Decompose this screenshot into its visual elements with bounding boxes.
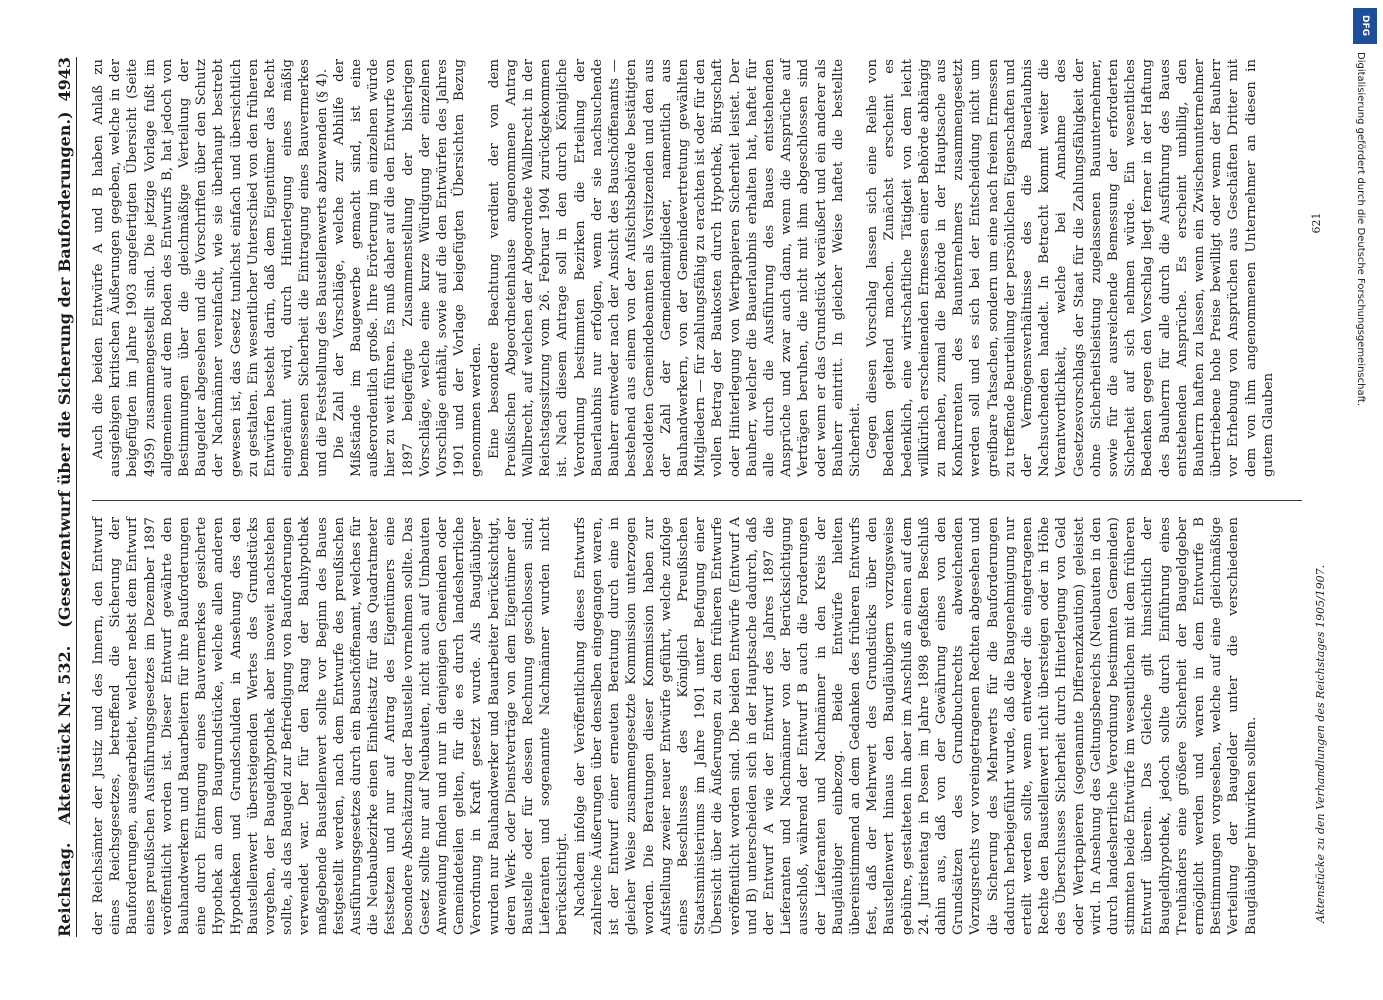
document-page: [28, 33, 1368, 963]
digitization-credit: [1349, 0, 1383, 1000]
dfg-logo: DFG: [1353, 8, 1377, 44]
credit-text: Digitalisierung gefördert durch die Deutsche Forschungsgemeinschaft.: [1355, 52, 1366, 407]
right-paragraph-3: Eine besondere Beachtung verdient der von dem Preußischen Abgeordnetenhause angenommene Antrag Wallbrecht, auf welchen der Abgeordnete Wallbrecht in der Reichstagssitzung vom 26. Februar 1904 zurückgekommen ist. Nach diesem Antrage soll in den durch Königliche Verordnung bestimmten Bezirken die Erteilung der Bauerlaubnis nur erfolgen, wenn der sie nachsuchende Bauherr entweder nach der Ansicht des Bauschöffenamts — bestehend aus einem von der Aufsichtsbehörde bestätigten besoldeten Gemeindebeamten als Vorsitzenden und den aus der Zahl der Gemeindemitglieder, namentlich aus Bauhandwerkern, von der Gemeindevertretung gewählten Mitgliedern — für zahlungsfähig zu erachten ist oder für den vollen Betrag der Baukosten durch Hypothek, Bürgschaft oder Hinterlegung von Wertpapieren Sicherheit leistet. Der Bauherr, welcher die Bauerlaubnis erhalten hat, haftet für alle durch die Ausführung des Baues entstehenden Ansprüche und zwar auch dann, wenn die Ansprüche auf Verträgen beruhen, die nicht mit ihm abgeschlossen sind oder wenn er das Grundstück veräußert und ein anderer als Bauherr eintritt. In gleicher Weise haftet die bestellte Sicherheit.: [486, 59, 863, 477]
right-paragraph-4: Gegen diesen Vorschlag lassen sich eine Reihe von Bedenken geltend machen. Zunächst erscheint es bedenklich, eine wirtschaftliche Tätigkeit von dem leicht willkürlich erscheinenden Ermessen einer Behörde abhängig zu machen, zumal die Behörde in der Hauptsache aus Konkurrenten des Baunternehmers zusammengesetzt werden soll und es sich bei der Entscheidung nicht um greifbare Tatsachen, sondern um eine nach freiem Ermessen zu treffende Beurteilung der persönlichen Eigenschaften und der Vermögensverhältnisse des die Bauerlaubnis Nachsuchenden handelt. In Betracht kommt weiter die Verantwortlichkeit, welche bei Annahme des Gesetzesvorschlags der Staat für die Zahlungsfähigkeit der ohne Sicherheitsleistung zugelassenen Bauunternehmer, sowie für die ausreichende Bemessung der erforderten Sicherheit auf sich nehmen würde. Ein wesentliches Bedenken gegen den Vorschlag liegt ferner in der Haftung des Bauherrn für alle durch die Ausführung des Baues entstehenden Ansprüche. Es erscheint unbillig, den Bauherrn haften zu lassen, wenn ein Zwischenunternehmer übertriebene hohe Preise bewilligt oder wenn der Bauherr vor Erhebung von Ansprüchen aus Geschäften Dritter mit dem von ihm angenommenen Unternehmer an diesen in gutem Glauben: [865, 59, 1276, 477]
column-divider: [92, 500, 1302, 501]
header-center-title: Aktenstück Nr. 532.: [55, 645, 74, 825]
left-paragraph-2: Nachdem infolge der Veröffentlichung dieses Entwurfs zahlreiche Äußerungen über denselben eingegangen waren, ist der Entwurf einer erneuten Beratung durch eine in gleicher Weise zusammengesetzte Kommission unterzogen worden. Die Beratungen dieser Kommission haben zur Aufstellung zweier neuer Entwürfe geführt, welche zufolge eines Beschlusses des Königlich Preußischen Staatsministeriums im Jahre 1901 unter Befugung einer Übersicht über die Äußerungen zu dem früheren Entwurfe veröffentlicht worden sind. Die beiden Entwürfe (Entwurf A und B) unterscheiden sich in der Hauptsache dadurch, daß der Entwurf A wie der Entwurf des Jahres 1897 die Lieferanten und Nachmänner von der Berücksichtigung ausschloß, während der Entwurf B auch die Forderungen der Lieferanten und Nachmänner in den Kreis der Baugläubiger einbezog. Beide Entwürfe hielten übereinstimmend an dem Gedanken des früheren Entwurfs fest, daß der Mehrwert des Grundstücks über den Baustellenwert hinaus den Baugläubigern vorzugsweise gebühre, gestalteten ihn aber im Anschluß an einen auf dem 24. Juristentag in Posen im Jahre 1898 gefaßten Beschluß dahin aus, daß von der Gewährung eines von den Grundsätzen des Grundbuchrechts abweichenden Vorzugsrechts vor voreingetragenen Rechten abgesehen und die Sicherung des Mehrwerts für die Bauforderungen dadurch herbeigeführt wurde, daß die Baugenehmigung nur erteilt werden sollte, wenn entweder die eingetragenen Rechte den Baustellenwert nicht übersteigen oder in Höhe des Überschusses Sicherheit durch Hinterlegung von Geld oder Wertpapieren (sogenannte Differenzkaution) geleistet wird. In Ansehung des Geltungsbereichs (Neubauten in den durch landesherrliche Verordnung bestimmten Gemeinden) stimmten beide Entwürfe im wesentlichen mit dem früheren Entwurf überein. Das Gleiche gilt hinsichtlich der Baugeldhypothek, jedoch sollte durch Einführung eines Treuhänders eine größere Sicherheit der Baugeldgeber ermöglicht werden und waren in dem Entwurfe B Bestimmungen vorgesehen, welche auf eine gleichmäßige Verteilung der Baugelder unter die verschiedenen Baugläubiger hinwirken sollten.: [572, 517, 1259, 935]
left-column: [90, 517, 1260, 935]
left-paragraph-1: der Reichsämter der Justiz und des Innern, den Entwurf eines Reichsgesetzes, betreffend die Sicherung der Bauforderungen, ausgearbeitet, welcher nebst dem Entwurf eines preußischen Ausführungsgesetzes im Dezember 1897 veröffentlicht worden ist. Dieser Entwurf gewährte den Bauhandwerkern und Bauarbeitern für ihre Bauforderungen eine durch Eintragung eines Bauvermerkes gesicherte Hypothek an dem Baugrundstücke, welche allen anderen Hypotheken und Grundschulden in Ansehung des den Baustellenwert übersteigenden Wertes des Grundstücks vorgehen, der Baugeldhypothek aber insoweit nachstehen sollte, als das Baugeld zur Befriedigung von Bauforderungen verwendet war. Der für den Rang der Bauhypothek maßgebende Baustellenwert sollte vor Beginn des Baues festgestellt werden, nach dem Entwurfe des preußischen Ausführungsgesetzes durch ein Bauschöffenamt, welches für die Neubaubezirke einen Einheitsatz für das Quadratmeter festsetzen und nur auf Antrag des Eigentümers eine besondere Abschätzung der Baustelle vornehmen sollte. Das Gesetz sollte nur auf Neubauten, nicht auch auf Umbauten Anwendung finden und nur in denjenigen Gemeinden oder Gemeindeteilen gelten, für die es durch landesherrliche Verordnung in Kraft gesetzt wurde. Als Baugläubiger wurden nur Bauhandwerker und Bauarbeiter berücksichtigt, deren Werk- oder Dienstverträge von dem Eigentümer der Baustelle oder für dessen Rechnung geschlossen sind; Lieferanten und sogenannte Nachmänner wurden nicht berücksichtigt.: [91, 517, 571, 935]
right-column: [90, 59, 1277, 477]
header-subject: (Gesetzentwurf über die Sicherung der Bauforderungen.): [55, 111, 74, 628]
page-header: [44, 57, 77, 937]
footer-sheet-number: 621: [1310, 212, 1323, 234]
header-left-group: [55, 111, 74, 937]
page-number: 4943: [55, 57, 74, 102]
right-paragraph-1: Auch die beiden Entwürfe A und B haben Anlaß zu ausgiebigen kritischen Äußerungen gegeben, welche in der beigefügten im Jahre 1903 angefertigten Übersicht (Seite 4959) zusammengestellt sind. Die jetzige Vorlage fußt im allgemeinen auf dem Boden des Entwurfs B, hat jedoch von Bestimmungen über die gleichmäßige Verteilung der Baugelder abgesehen und die Vorschriften über den Schutz der Nachmänner vereinfacht, wie sie überhaupt bestrebt gewesen ist, das Gesetz tunlichst einfach und übersichtlich zu gestalten. Ein wesentlicher Unterschied von den früheren Entwürfen besteht darin, daß dem Eigentümer das Recht eingeräumt wird, durch Hinterlegung eines mäßig bemessenen Sicherheit die Eintragung eines Bauvermerkes und die Feststellung des Baustellenwerts abzuwenden (§ 4).: [91, 59, 330, 477]
right-paragraph-2: Die Zahl der Vorschläge, welche zur Abhilfe der Mißstände im Baugewerbe gemacht sind, ist eine außerordentlich große. Ihre Erörterung im einzelnen würde hier zu weit führen. Es muß daher auf die den Entwurfe von 1897 beigefügte Zusammenstellung der bisherigen Vorschläge, welche eine kurze Würdigung der einzelnen Vorschläge enthält, sowie auf die den Entwürfen des Jahres 1901 und der Vorlage beigefügten Übersichten Bezug genommen werden.: [331, 59, 485, 477]
header-left-title: Reichstag.: [55, 842, 74, 937]
footer-source: Aktenstücke zu den Verhandlungen des Reichstages 1905/1907.: [1314, 564, 1327, 923]
